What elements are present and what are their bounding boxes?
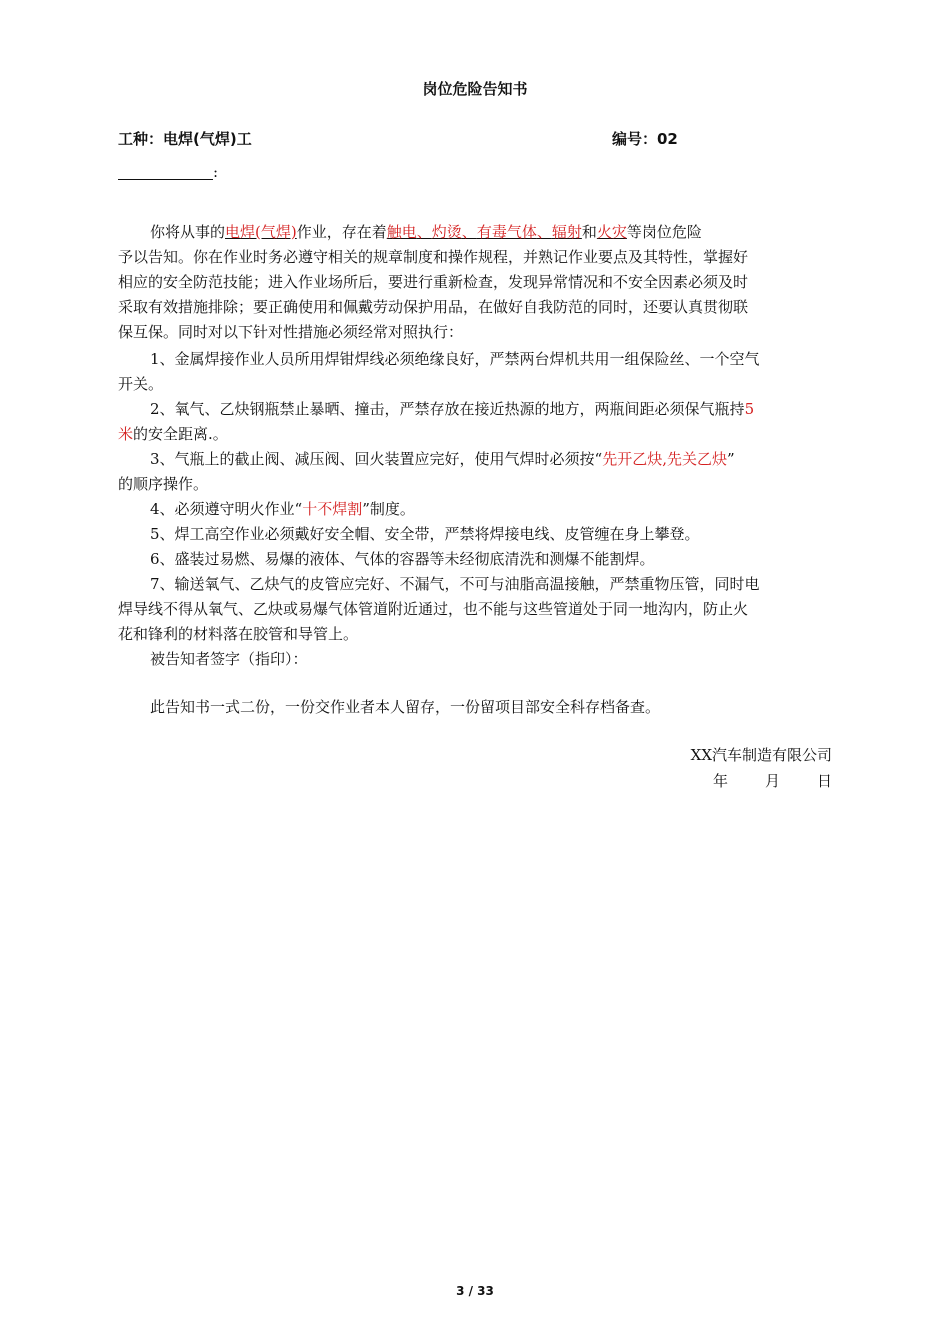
job-type: 工种：电焊(气焊)工 — [118, 130, 252, 148]
item-1-line-1: 1、金属焊接作业人员所用焊钳焊线必须绝缘良好，严禁两台焊机共用一组保险丝、一个空气 — [150, 350, 760, 368]
item-2-line-2: 米的安全距离.。 — [118, 425, 228, 443]
date-line — [676, 770, 832, 791]
copies-note: 此告知书一式二份，一份交作业者本人留存，一份留项目部安全科存档备查。 — [150, 698, 661, 716]
date-year: 年 — [712, 772, 728, 790]
addressee-colon: : — [213, 163, 219, 181]
signature-label: 被告知者签字（指印）： — [150, 650, 308, 668]
distance-value: 5 — [744, 400, 755, 418]
intro-line-4: 采取有效措施排除；要正确使用和佩戴劳动保护用品，在做好自我防范的同时，还要认真贯彻联 — [118, 298, 749, 316]
intro-line-5: 保互保。同时对以下针对性措施必须经常对照执行： — [118, 323, 464, 341]
page-number: 3 / 33 — [456, 1284, 494, 1298]
ten-no-welding-highlight: 十不焊割 — [302, 500, 363, 518]
item-7-line-1: 7、输送氧气、乙炔气的皮管应完好、不漏气，不可与油脂高温接触，严禁重物压管，同时电 — [150, 575, 760, 593]
hazard-toxic-gas: 有毒气体 — [476, 223, 537, 241]
item-3-line-1: 3、气瓶上的截止阀、减压阀、回火装置应完好，使用气焊时必须按“先开乙炔,先关乙炔” — [150, 450, 735, 468]
item-3-line-2: 的顺序操作。 — [118, 475, 209, 493]
serial-number: 编号：02 — [612, 130, 678, 148]
job-highlight: 电焊(气焊) — [225, 223, 297, 241]
item-6: 6、盛装过易燃、易爆的液体、气体的容器等未经彻底清洗和测爆不能割焊。 — [150, 550, 655, 568]
item-4: 4、必须遵守明火作业“十不焊割”制度。 — [150, 500, 415, 518]
item-1-line-2: 开关。 — [118, 375, 164, 393]
hazard-radiation: 辐射 — [551, 223, 582, 241]
operation-order-highlight: 先开乙炔,先关乙炔 — [602, 450, 727, 468]
date-day: 日 — [816, 772, 832, 790]
document-title: 岗位危险告知书 — [422, 80, 528, 98]
addressee-blank — [118, 163, 213, 180]
distance-unit: 米 — [118, 425, 134, 443]
company-name: XX汽车制造有限公司 — [690, 746, 832, 764]
item-2-line-1: 2、氧气、乙炔钢瓶禁止暴晒、撞击，严禁存放在接近热源的地方，两瓶间距必须保气瓶持5 — [150, 400, 755, 418]
item-7-line-2: 焊导线不得从氧气、乙炔或易爆气体管道附近通过，也不能与这些管道处于同一地沟内，防止火 — [118, 600, 749, 618]
item-5: 5、焊工高空作业必须戴好安全帽、安全带，严禁将焊接电线、皮管缠在身上攀登。 — [150, 525, 700, 543]
date-month: 月 — [764, 772, 780, 790]
intro-line-1: 你将从事的电焊(气焊)作业，存在着触电、灼烫、有毒气体、辐射和火灾等岗位危险 — [150, 223, 702, 241]
intro-line-3: 相应的安全防范技能；进入作业场所后，要进行重新检查，发现异常情况和不安全因素必须及时 — [118, 273, 749, 291]
intro-line-2: 予以告知。你在作业时务必遵守相关的规章制度和操作规程，并熟记作业要点及其特性，掌握好 — [118, 248, 749, 266]
item-7-line-3: 花和锋利的材料落在胶管和导管上。 — [118, 625, 359, 643]
hazard-electric-shock: 触电 — [386, 223, 417, 241]
hazard-fire: 火灾 — [596, 223, 627, 241]
hazard-burn: 灼烫 — [431, 223, 462, 241]
